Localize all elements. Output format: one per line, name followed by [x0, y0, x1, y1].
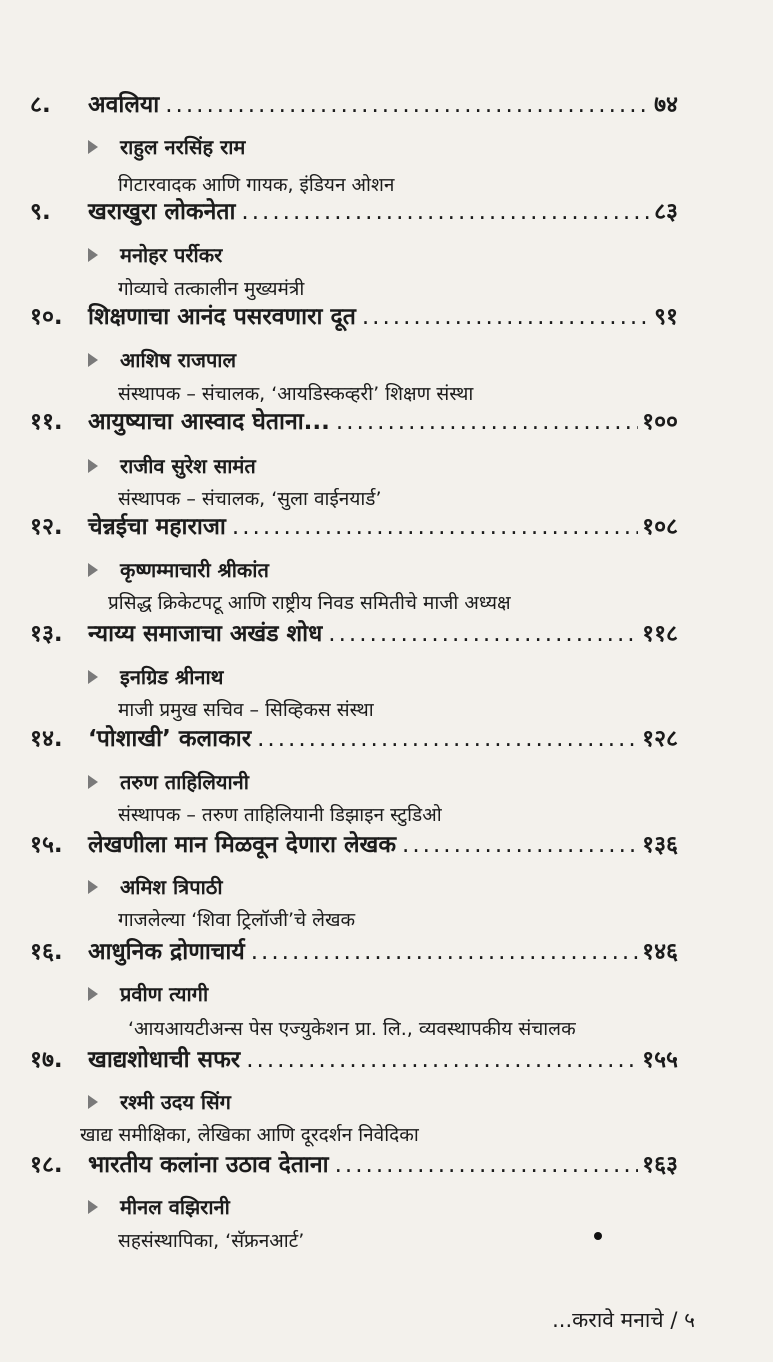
person-description: संस्थापक – संचालक, ‘आयडिस्कव्हरी’ शिक्षण संस्था [118, 383, 474, 405]
page-number: १३६ [642, 832, 678, 858]
chapter-title: न्याय्य समाजाचा अखंड शोध [88, 621, 323, 647]
chapter-number: १२. [30, 514, 63, 540]
person-name: रश्मी उदय सिंग [120, 1090, 231, 1114]
leader-dots [241, 195, 650, 229]
chapter-line [30, 722, 678, 756]
chapter-number: १५. [30, 832, 63, 858]
chapter-line [30, 300, 678, 334]
chapter-line [30, 195, 678, 229]
person-line [88, 553, 269, 587]
person-description: खाद्य समीक्षिका, लेखिका आणि दूरदर्शन निवेदिका [80, 1124, 419, 1146]
leader-dots [336, 405, 638, 439]
person-name: तरुण ताहिलियानी [120, 770, 249, 794]
person-description: प्रसिद्ध क्रिकेटपटू आणि राष्ट्रीय निवड समितीचे माजी अध्यक्ष [108, 592, 511, 614]
page-number: ७४ [654, 92, 678, 118]
person-line [88, 1190, 230, 1224]
page-number: १६३ [642, 1152, 678, 1178]
chapter-title: लेखणीला मान मिळवून देणारा लेखक [88, 832, 397, 858]
bullet-mark [594, 1232, 602, 1240]
person-name: प्रवीण त्यागी [120, 982, 209, 1006]
leader-dots [328, 617, 638, 651]
person-line [88, 238, 222, 272]
arrow-bullet-icon [88, 880, 98, 894]
person-name: इनग्रिड श्रीनाथ [120, 665, 224, 689]
arrow-bullet-icon [88, 775, 98, 789]
person-name: कृष्णम्माचारी श्रीकांत [120, 558, 269, 582]
page-number: ९१ [654, 304, 678, 330]
arrow-bullet-icon [88, 140, 98, 154]
arrow-bullet-icon [88, 563, 98, 577]
person-description: गिटारवादक आणि गायक, इंडियन ओशन [118, 174, 395, 196]
leader-dots [402, 828, 638, 862]
chapter-number: १०. [30, 304, 63, 330]
leader-dots [335, 1148, 638, 1182]
person-name: मीनल वझिरानी [120, 1195, 230, 1219]
page-footer: ...करावे मनाचे / ५ [552, 1308, 695, 1332]
chapter-title: भारतीय कलांना उठाव देताना [88, 1152, 329, 1178]
chapter-title: शिक्षणाचा आनंद पसरवणारा दूत [88, 304, 356, 330]
chapter-line [30, 510, 678, 544]
chapter-title: ‘पोशाखी’ कलाकार [88, 726, 252, 752]
chapter-line [30, 1043, 678, 1077]
page-number: १२८ [642, 726, 678, 752]
chapter-line [30, 828, 678, 862]
leader-dots [232, 510, 638, 544]
person-description: गोव्याचे तत्कालीन मुख्यमंत्री [118, 278, 305, 300]
leader-dots [165, 88, 650, 122]
person-description: सहसंस्थापिका, ‘सॅफ्रनआर्ट’ [118, 1230, 305, 1252]
chapter-number: १८. [30, 1152, 63, 1178]
chapter-title: चेन्नईचा महाराजा [88, 514, 226, 540]
arrow-bullet-icon [88, 353, 98, 367]
chapter-number: १४. [30, 726, 63, 752]
chapter-title: खाद्यशोधाची सफर [88, 1047, 241, 1073]
person-name: राहुल नरसिंह राम [120, 135, 246, 159]
chapter-line [30, 1148, 678, 1182]
person-description: संस्थापक – संचालक, ‘सुला वाईनयार्ड’ [118, 488, 382, 510]
person-line [88, 343, 236, 377]
person-line [88, 870, 223, 904]
person-line [88, 765, 249, 799]
chapter-number: ९. [30, 199, 51, 225]
page-number: १४६ [642, 939, 678, 965]
leader-dots [257, 722, 638, 756]
chapter-number: ८. [30, 92, 51, 118]
page-number: १५५ [642, 1047, 678, 1073]
person-name: अमिश त्रिपाठी [120, 875, 223, 899]
page-number: १०० [642, 409, 678, 435]
chapter-number: ११. [30, 409, 63, 435]
person-description: गाजलेल्या ‘शिवा ट्रिलॉजी’चे लेखक [118, 909, 356, 931]
chapter-title: खराखुरा लोकनेता [88, 199, 236, 225]
arrow-bullet-icon [88, 1200, 98, 1214]
chapter-title: अवलिया [88, 92, 160, 118]
page-number: ११८ [642, 621, 678, 647]
person-line [88, 977, 208, 1011]
leader-dots [362, 300, 650, 334]
leader-dots [246, 1043, 638, 1077]
chapter-line [30, 935, 678, 969]
chapter-title: आधुनिक द्रोणाचार्य [88, 939, 245, 965]
person-name: राजीव सुरेश सामंत [120, 454, 256, 478]
arrow-bullet-icon [88, 248, 98, 262]
chapter-line [30, 405, 678, 439]
page-number: १०८ [642, 514, 678, 540]
person-description: संस्थापक – तरुण ताहिलियानी डिझाइन स्टुडिओ [118, 804, 442, 826]
chapter-number: १७. [30, 1047, 63, 1073]
chapter-title: आयुष्याचा आस्वाद घेताना... [88, 409, 330, 435]
person-description: ‘आयआयटीअन्स पेस एज्युकेशन प्रा. लि., व्यवस्थापकीय संचालक [128, 1018, 576, 1040]
person-line [88, 1085, 231, 1119]
person-line [88, 449, 256, 483]
chapter-number: १३. [30, 621, 63, 647]
chapter-number: १६. [30, 939, 63, 965]
chapter-line [30, 617, 678, 651]
page-number: ८३ [654, 199, 678, 225]
person-description: माजी प्रमुख सचिव – सिव्हिकस संस्था [118, 699, 374, 721]
arrow-bullet-icon [88, 1095, 98, 1109]
arrow-bullet-icon [88, 459, 98, 473]
chapter-line [30, 88, 678, 122]
person-name: मनोहर पर्रीकर [120, 243, 223, 267]
leader-dots [251, 935, 638, 969]
arrow-bullet-icon [88, 670, 98, 684]
person-line [88, 660, 223, 694]
person-name: आशिष राजपाल [120, 348, 237, 372]
arrow-bullet-icon [88, 987, 98, 1001]
person-line [88, 130, 245, 164]
